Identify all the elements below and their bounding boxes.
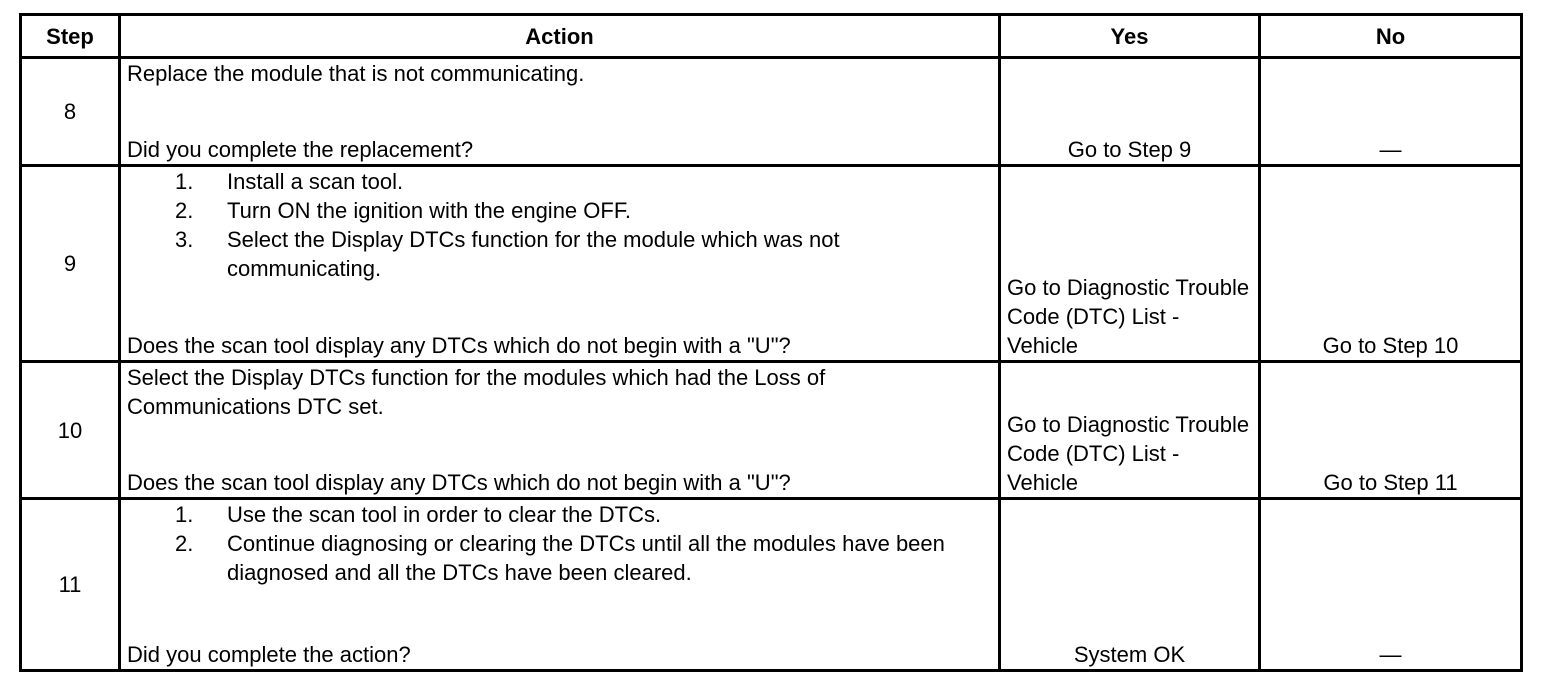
yes-cell: Go to Step 9 — [1000, 58, 1260, 166]
action-question: Does the scan tool display any DTCs which do not begin with a "U"? — [127, 470, 791, 495]
table-row — [21, 362, 1522, 499]
action-cell — [120, 499, 1000, 671]
instruction-list — [127, 167, 992, 283]
item-text: Install a scan tool. — [227, 169, 404, 194]
yes-cell: Go to Diagnostic Trouble Code (DTC) List - Vehicle — [1000, 166, 1260, 362]
no-cell: Go to Step 10 — [1260, 166, 1522, 362]
item-number: 3. — [175, 227, 194, 252]
no-cell: — — [1260, 58, 1522, 166]
list-item — [127, 225, 992, 283]
header-step: Step — [21, 15, 120, 58]
item-text: Select the Display DTCs function for the module which was not communicating. — [227, 227, 840, 281]
action-text: Replace the module that is not communicating. — [127, 61, 585, 86]
list-item — [127, 529, 992, 587]
header-action: Action — [120, 15, 1000, 58]
action-question: Did you complete the replacement? — [127, 137, 474, 162]
action-cell — [120, 58, 1000, 166]
no-cell: — — [1260, 499, 1522, 671]
item-number: 1. — [175, 502, 194, 527]
yes-cell: Go to Diagnostic Trouble Code (DTC) List - Vehicle — [1000, 362, 1260, 499]
action-text: Select the Display DTCs function for the modules which had the Loss of Communications DTC set. — [127, 365, 826, 419]
table-row — [21, 58, 1522, 166]
action-question: Did you complete the action? — [127, 642, 411, 667]
item-number: 2. — [175, 198, 194, 223]
yes-cell: System OK — [1000, 499, 1260, 671]
action-question: Does the scan tool display any DTCs which do not begin with a "U"? — [127, 333, 791, 358]
table-header-row — [21, 15, 1522, 58]
step-number: 9 — [21, 166, 120, 362]
step-number: 8 — [21, 58, 120, 166]
no-cell: Go to Step 11 — [1260, 362, 1522, 499]
list-item — [127, 167, 992, 196]
item-text: Turn ON the ignition with the engine OFF. — [227, 198, 631, 223]
item-text: Use the scan tool in order to clear the DTCs. — [227, 502, 662, 527]
instruction-list — [127, 500, 992, 587]
table-row — [21, 499, 1522, 671]
list-item — [127, 196, 992, 225]
table-row — [21, 166, 1522, 362]
diagnostic-steps-table — [19, 13, 1523, 672]
list-item — [127, 500, 992, 529]
step-number: 10 — [21, 362, 120, 499]
header-yes: Yes — [1000, 15, 1260, 58]
item-number: 1. — [175, 169, 194, 194]
header-no: No — [1260, 15, 1522, 58]
item-number: 2. — [175, 531, 194, 556]
item-text: Continue diagnosing or clearing the DTCs until all the modules have been diagnosed and all the DTCs have been cleared. — [227, 531, 945, 585]
action-cell — [120, 166, 1000, 362]
step-number: 11 — [21, 499, 120, 671]
action-cell — [120, 362, 1000, 499]
